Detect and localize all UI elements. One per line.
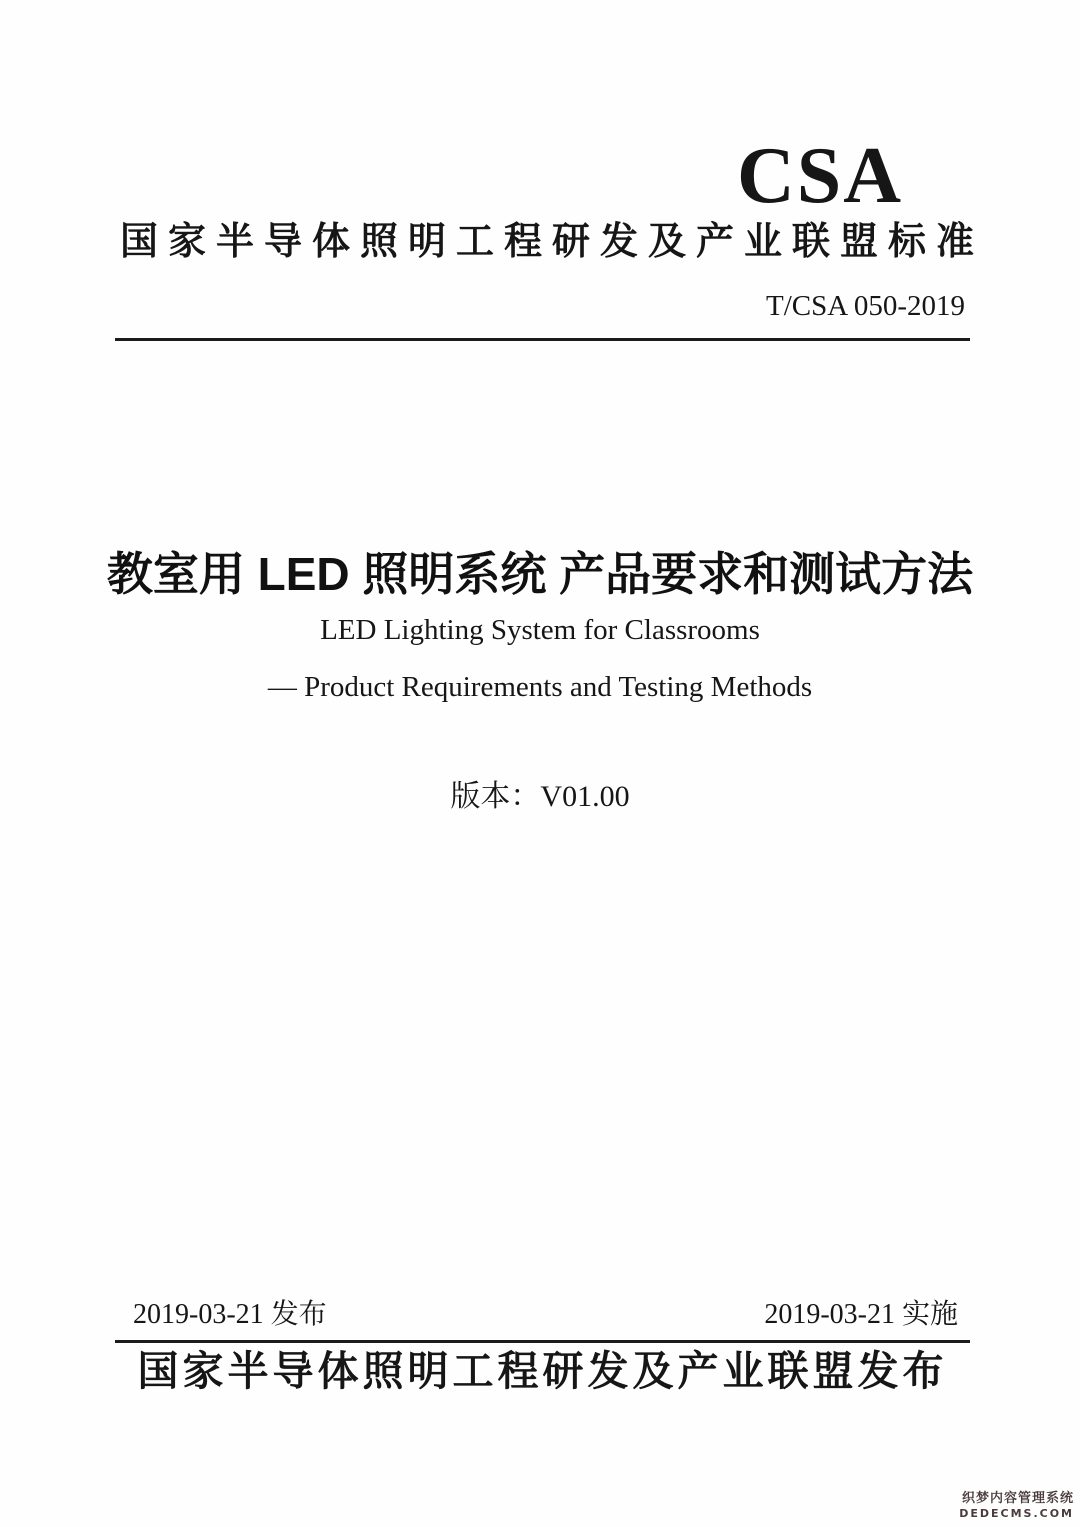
watermark-text-en: DEDECMS.COM bbox=[959, 1507, 1074, 1521]
header-divider-line bbox=[115, 338, 970, 341]
org-standard-heading: 国家半导体照明工程研发及产业联盟标准 bbox=[120, 221, 985, 263]
csa-logo: CSA bbox=[736, 132, 904, 220]
document-title-en-line2: — Product Requirements and Testing Methods bbox=[267, 671, 813, 703]
footer-divider-line bbox=[115, 1340, 970, 1343]
version-label: 版本：V01.00 bbox=[450, 780, 630, 813]
watermark-text-zh: 织梦内容管理系统 bbox=[961, 1491, 1074, 1506]
issue-date: 2019-03-21 发布 bbox=[133, 1299, 327, 1330]
document-number: T/CSA 050-2019 bbox=[766, 290, 965, 322]
implement-date: 2019-03-21 实施 bbox=[764, 1299, 958, 1330]
document-title-zh: 教室用 LED 照明系统 产品要求和测试方法 bbox=[106, 548, 974, 600]
date-row bbox=[133, 1298, 958, 1332]
publisher-line: 国家半导体照明工程研发及产业联盟发布 bbox=[137, 1348, 948, 1394]
document-title-en-line1: LED Lighting System for Classrooms bbox=[320, 614, 760, 646]
dedecms-watermark bbox=[959, 1491, 1074, 1521]
